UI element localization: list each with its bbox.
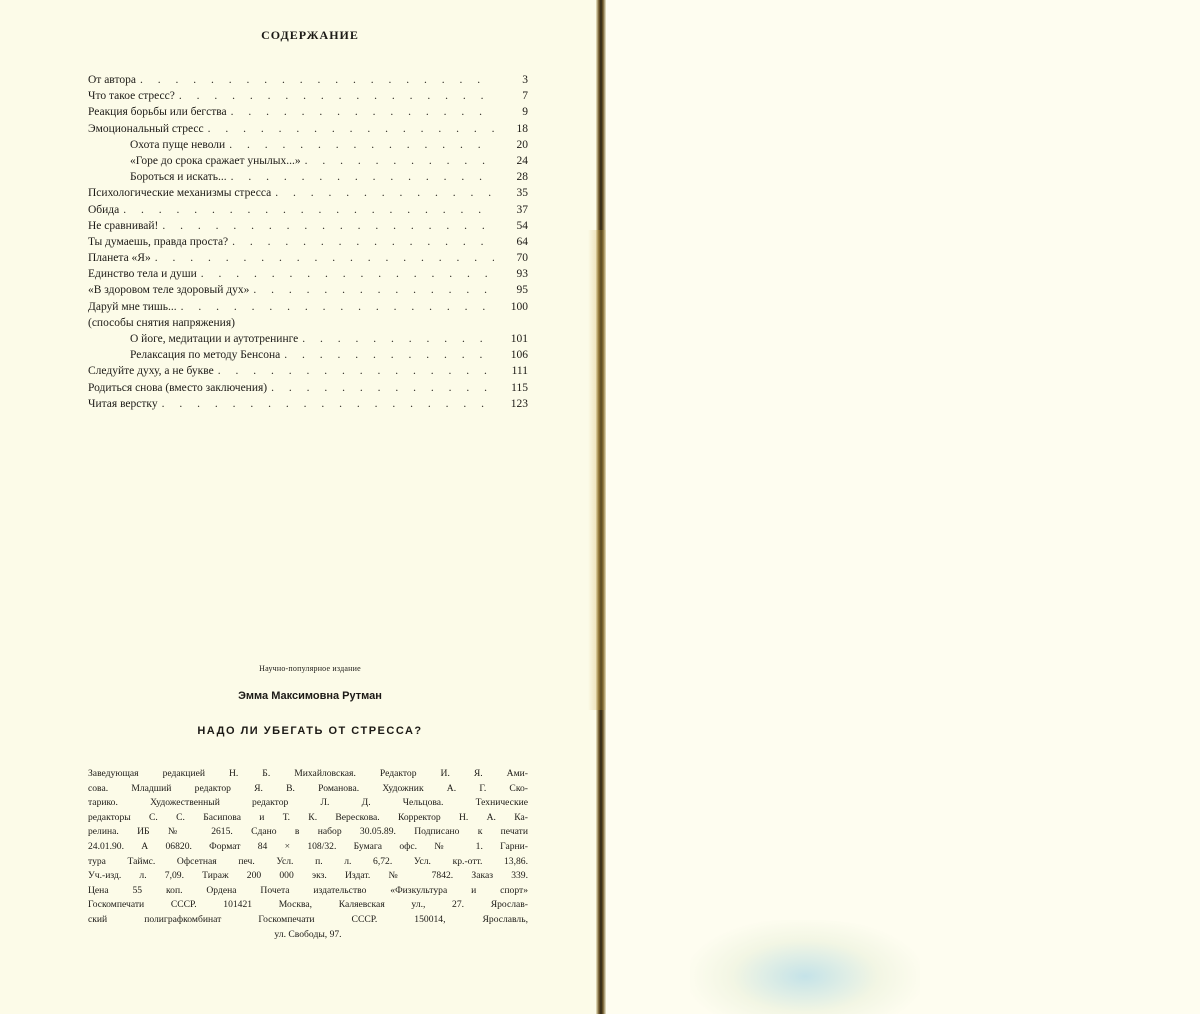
toc-entry-title: Охота пуще неволи <box>130 138 226 151</box>
toc-entry-title: Релаксация по методу Бенсона <box>130 349 281 362</box>
left-page <box>0 0 598 1014</box>
toc-entry-page: 24 <box>516 154 528 167</box>
imprint-line: тарико. Художественный редактор Л. Д. Чельцова. Технические <box>88 797 528 809</box>
toc-dot-leader <box>218 363 494 379</box>
imprint-line: редакторы С. С. Басипова и Т. К. Верескова. Корректор Н. А. Ка- <box>88 811 528 823</box>
toc-entry-page: 93 <box>516 268 528 281</box>
toc-entry <box>88 396 528 412</box>
toc-entry-page: 9 <box>522 106 528 119</box>
toc-entry-title: О йоге, медитации и аутотренинге <box>130 333 299 345</box>
toc-entry-page: 35 <box>516 187 528 200</box>
toc-entry-page: 7 <box>522 90 528 103</box>
toc-entry <box>88 347 528 363</box>
toc-entry-page: 18 <box>516 122 528 135</box>
imprint-line: релина. ИБ № 2615. Сдано в набор 30.05.89. Подписано к печати <box>88 826 528 838</box>
toc-entry <box>88 169 528 185</box>
toc-entry-page: 20 <box>516 138 528 151</box>
toc-dot-leader <box>201 266 494 282</box>
toc-entry-title: Эмоциональный стресс <box>88 122 204 135</box>
imprint-line: Заведующая редакцией Н. Б. Михайловская. Редактор И. Я. Ами- <box>88 768 528 779</box>
toc-entry <box>88 121 528 137</box>
imprint-line: ул. Свободы, 97. <box>274 928 342 940</box>
toc-entry-page: 70 <box>516 252 528 265</box>
toc-entry-title: Даруй мне тишь... <box>88 300 177 313</box>
toc-entry <box>88 153 528 169</box>
toc-dot-leader <box>275 185 494 201</box>
toc-entry-page: 37 <box>516 203 528 216</box>
toc-entry <box>88 137 528 153</box>
toc-entry <box>88 299 528 315</box>
toc-entry-page: 123 <box>510 397 528 410</box>
toc-entry-title: Единство тела и души <box>88 268 197 281</box>
toc-entry-title: Ты думаешь, правда проста? <box>88 235 229 248</box>
toc-entry-page: 101 <box>510 333 528 345</box>
toc-dot-leader <box>305 153 494 169</box>
imprint-line: тура Таймс. Офсетная печ. Усл. п. л. 6,72. Усл. кр.-отт. 13,86. <box>88 855 528 867</box>
imprint-title: НАДО ЛИ УБЕГАТЬ ОТ СТРЕССА? <box>197 725 423 737</box>
toc-entry-title: Обида <box>88 203 120 216</box>
toc-entry <box>88 234 528 250</box>
toc-entry-title: «В здоровом теле здоровый дух» <box>88 284 250 297</box>
toc-entry-page: 106 <box>510 349 528 362</box>
toc-entry-page: 100 <box>510 300 528 313</box>
toc-entry-page: 3 <box>522 74 528 86</box>
toc-dot-leader <box>302 331 494 347</box>
toc-dot-leader <box>155 250 494 266</box>
imprint-line: 24.01.90. А 06820. Формат 84 × 108/32. Бумага офс. № 1. Гарни- <box>88 840 528 852</box>
toc-entry-title: «Горе до срока сражает унылых...» <box>130 154 301 167</box>
right-page-blank <box>606 0 1200 1014</box>
toc-entry <box>88 315 528 331</box>
imprint-line: Цена 55 коп. Ордена Почета издательство «Физкультура и спорт» <box>88 884 528 896</box>
imprint-details <box>88 767 528 942</box>
toc-dot-leader <box>271 380 494 396</box>
toc-entry-page: 64 <box>516 235 528 248</box>
toc-dot-leader <box>162 218 494 234</box>
page-stain <box>690 920 920 1014</box>
toc-entry-page: 54 <box>516 219 528 232</box>
toc-entry-page: 28 <box>516 171 528 184</box>
toc-dot-leader <box>162 396 494 412</box>
toc-dot-leader <box>208 121 494 137</box>
toc-entry-title: Что такое стресс? <box>88 90 175 103</box>
toc-entry <box>88 331 528 347</box>
toc-entry-title: От автора <box>88 74 136 86</box>
toc-entry-title: Бороться и искать... <box>130 171 227 184</box>
toc-dot-leader <box>140 72 494 88</box>
toc-entry-title: Читая верстку <box>88 397 158 410</box>
toc-heading: СОДЕРЖАНИЕ <box>261 28 359 42</box>
toc-entry <box>88 88 528 104</box>
imprint-author: Эмма Максимовна Рутман <box>238 690 382 702</box>
toc-dot-leader <box>253 282 494 298</box>
imprint-line: Уч.-изд. л. 7,09. Тираж 200 000 экз. Издат. № 7842. Заказ 339. <box>88 870 528 882</box>
toc-dot-leader <box>229 137 494 153</box>
toc-entry <box>88 104 528 120</box>
toc-dot-leader <box>181 299 494 315</box>
toc-list <box>88 72 528 412</box>
toc-dot-leader <box>179 88 494 104</box>
toc-entry-title: Родиться снова (вместо заключения) <box>88 381 268 394</box>
toc-entry-page: 111 <box>511 365 528 378</box>
toc-entry-title: Реакция борьбы или бегства <box>88 106 227 119</box>
toc-entry <box>88 185 528 201</box>
toc-entry <box>88 266 528 282</box>
toc-entry <box>88 250 528 266</box>
toc-entry-title: Психологические механизмы стресса <box>88 187 272 200</box>
toc-entry-title: Планета «Я» <box>88 252 151 265</box>
toc-entry-page: 115 <box>511 381 528 394</box>
toc-entry <box>88 202 528 218</box>
imprint-line: Госкомпечати СССР. 101421 Москва, Каляевская ул., 27. Ярослав- <box>88 899 528 911</box>
toc-entry <box>88 282 528 298</box>
edition-type: Научно-популярное издание <box>259 664 361 673</box>
toc-dot-leader <box>123 202 494 218</box>
toc-dot-leader <box>231 169 494 185</box>
imprint-line: ский полиграфкомбинат Госкомпечати СССР. 150014, Ярославль, <box>88 913 528 925</box>
toc-entry <box>88 218 528 234</box>
toc-entry-title: Не сравнивай! <box>88 219 159 232</box>
toc-dot-leader <box>231 104 494 120</box>
toc-entry <box>88 380 528 396</box>
toc-dot-leader <box>232 234 494 250</box>
toc-dot-leader <box>284 347 494 363</box>
toc-entry <box>88 363 528 379</box>
toc-entry-page: 95 <box>516 284 528 297</box>
toc-entry <box>88 72 528 88</box>
toc-entry-title: (способы снятия напряжения) <box>88 316 235 329</box>
imprint-line: сова. Младший редактор Я. В. Романова. Художник А. Г. Ско- <box>88 782 528 794</box>
toc-entry-title: Следуйте духу, а не букве <box>88 365 214 378</box>
